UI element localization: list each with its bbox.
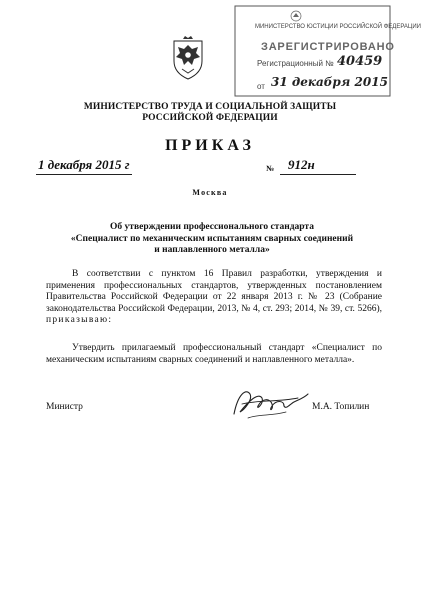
paragraph-1-emphasis: приказываю: bbox=[46, 315, 113, 325]
order-number-label: № bbox=[266, 164, 275, 173]
order-number: 912н bbox=[288, 157, 315, 172]
stamp-ministry-line: МИНИСТЕРСТВО ЮСТИЦИИ РОССИЙСКОЙ ФЕДЕРАЦИИ bbox=[255, 24, 421, 30]
signatory-position: Министр bbox=[46, 402, 83, 412]
body-paragraph-2: Утвердить прилагаемый профессиональный стандарт «Специалист по механическим испытаниям сварных соединений и наплавленного металла». bbox=[46, 343, 382, 365]
title-line-2: «Специалист по механическим испытаниям сварных соединений bbox=[70, 233, 354, 244]
body-paragraph-1 bbox=[46, 269, 382, 327]
ministry-header bbox=[60, 102, 360, 124]
order-number-underline bbox=[280, 174, 356, 175]
order-city: Москва bbox=[192, 188, 228, 197]
paragraph-1-text: В соответствии с пунктом 16 Правил разработки, утверждения и применения профессиональных стандартов, утвержденных постановлением Правительства Российской Федерации от 22 января 2013 г. № 23 (Собрание законодательства Российской Федерации, 2013, № 4, ст. 293; 2014, № 39, ст. 5266), bbox=[46, 269, 382, 314]
stamp-registered: ЗАРЕГИСТРИРОВАНО bbox=[261, 41, 395, 53]
document-title bbox=[40, 222, 384, 257]
stamp-date-prefix: от bbox=[257, 82, 265, 91]
document-type-title: ПРИКАЗ bbox=[165, 137, 255, 154]
ministry-line-1: МИНИСТЕРСТВО ТРУДА И СОЦИАЛЬНОЙ ЗАЩИТЫ bbox=[83, 102, 337, 112]
title-line-3: и наплавленного металла» bbox=[154, 245, 270, 255]
order-date-underline bbox=[36, 174, 132, 175]
title-line-1: Об утверждении профессионального стандарта bbox=[110, 222, 314, 232]
order-date: 1 декабря 2015 г bbox=[38, 157, 130, 172]
stamp-date: 31 декабря 2015 bbox=[271, 75, 388, 89]
registration-stamp bbox=[233, 4, 421, 100]
coat-of-arms-emblem bbox=[168, 35, 208, 81]
stamp-reg-number-label: Регистрационный № bbox=[257, 59, 334, 68]
handwritten-signature bbox=[228, 384, 310, 424]
stamp-reg-number: 40459 bbox=[337, 54, 383, 69]
signatory-name: М.А. Топилин bbox=[312, 402, 370, 412]
ministry-line-2: РОССИЙСКОЙ ФЕДЕРАЦИИ bbox=[142, 113, 278, 123]
